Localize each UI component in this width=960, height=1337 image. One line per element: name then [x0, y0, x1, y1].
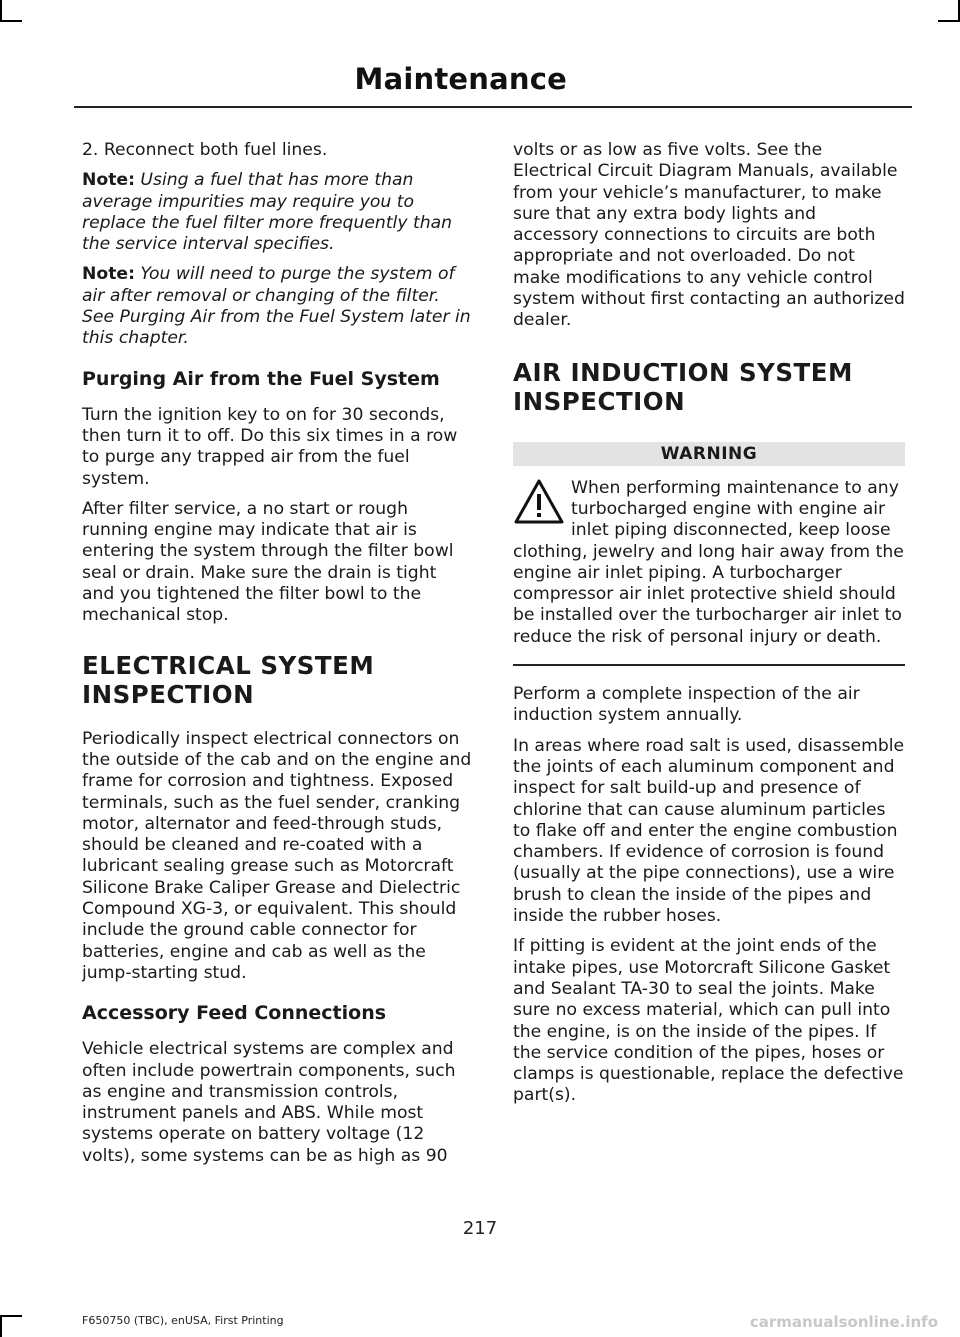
note-text: Using a fuel that has more than average impurities may require you to replace the fuel filter more frequently than the service interval specifies.	[82, 170, 453, 255]
heading-line: ELECTRICAL SYSTEM	[82, 650, 375, 680]
left-column	[82, 140, 474, 1176]
accessory-paragraph: Vehicle electrical systems are complex and often include powertrain components, such as engine and transmission controls, instrument panels and ABS. While most systems operate on battery voltage (12 volts), some systems can be as high as 90	[82, 1039, 456, 1166]
warning-divider	[513, 664, 905, 666]
crop-mark	[0, 0, 2, 22]
electrical-system-heading	[82, 651, 474, 709]
note-label: Note:	[82, 264, 135, 285]
crop-mark	[0, 1315, 2, 1337]
air-paragraph-3: If pitting is evident at the joint ends of the intake pipes, use Motorcraft Silicone Gasket and Sealant TA-30 to seal the joints. Make sure no excess material, which can pull into the engine, is on the inside of the pipes. If the service condition of the pipes, hoses or clamps is questionable, replace the defective part(s).	[513, 936, 904, 1106]
header-divider	[74, 106, 912, 108]
air-induction-heading	[513, 358, 905, 416]
crop-mark	[0, 20, 22, 22]
warning-banner: WARNING	[513, 442, 905, 466]
continued-paragraph: volts or as low as five volts. See the Electrical Circuit Diagram Manuals, available from your vehicle’s manufacturer, to make sure that any extra body lights and accessory connections to circuits are both appropriate and not overloaded. Do not make modifications to any vehicle control system without first contacting an authorized dealer.	[513, 140, 905, 331]
air-paragraph-1: Perform a complete inspection of the air induction system annually.	[513, 684, 860, 726]
heading-line: INSPECTION	[82, 679, 255, 709]
note-purge-system	[82, 264, 474, 349]
air-paragraph-2: In areas where road salt is used, disassemble the joints of each aluminum component and inspect for salt build-up and presence of chlorine that can cause aluminum particles to flake off and enter the engine combustion chambers. If evidence of corrosion is found (usually at the pipe connections), use a wire brush to clean the inside of the pipes and inside the rubber hoses.	[513, 735, 905, 927]
watermark: carmanualsonline.info	[749, 1313, 938, 1331]
warning-box	[513, 478, 905, 648]
heading-line: AIR INDUCTION SYSTEM	[513, 357, 853, 387]
electrical-paragraph: Periodically inspect electrical connectors on the outside of the cab and on the engine and frame for corrosion and tightness. Exposed terminals, such as the fuel sender, cranking motor, alternator and feed-through studs, should be cleaned and re-coated with a lubricant sealing grease such as Motorcraft Silicone Brake Caliper Grease and Dielectric Compound XG-3, or equivalent. This should include the ground cable connector for batteries, engine and cab as well as the jump-starting stud.	[82, 728, 472, 983]
note-fuel-impurities	[82, 170, 474, 255]
note-text: You will need to purge the system of air after removal or changing of the filter. See Purging Air from the Fuel System later in this chapter.	[82, 264, 471, 349]
crop-mark	[938, 20, 960, 22]
purging-air-heading: Purging Air from the Fuel System	[82, 367, 440, 390]
warning-text: When performing maintenance to any turbocharged engine with engine air inlet piping disconnected, keep loose clothing, jewelry and long hair away from the engine air inlet piping. A turbocharger compressor air inlet protective shield should be installed over the turbocharger air inlet to reduce the risk of personal injury or death.	[513, 477, 904, 647]
crop-mark	[0, 1315, 22, 1317]
purging-paragraph-1: Turn the ignition key to on for 30 seconds, then turn it to off. Do this six times in a row to purge any trapped air from the fuel system.	[82, 404, 458, 489]
purging-paragraph-2: After filter service, a no start or rough running engine may indicate that air is entering the system through the filter bowl seal or drain. Make sure the drain is tight and you tightened the filter bowl to the mechanical stop.	[82, 498, 454, 626]
print-info: F650750 (TBC), enUSA, First Printing	[82, 1314, 284, 1327]
section-title: Maintenance	[354, 62, 567, 96]
note-label: Note:	[82, 170, 135, 191]
step-2: 2. Reconnect both fuel lines.	[82, 140, 328, 160]
page-number: 217	[462, 1218, 498, 1239]
right-column	[513, 140, 905, 1116]
accessory-feed-heading: Accessory Feed Connections	[82, 1002, 387, 1025]
warning-triangle-icon	[513, 478, 565, 526]
heading-line: INSPECTION	[513, 386, 686, 416]
